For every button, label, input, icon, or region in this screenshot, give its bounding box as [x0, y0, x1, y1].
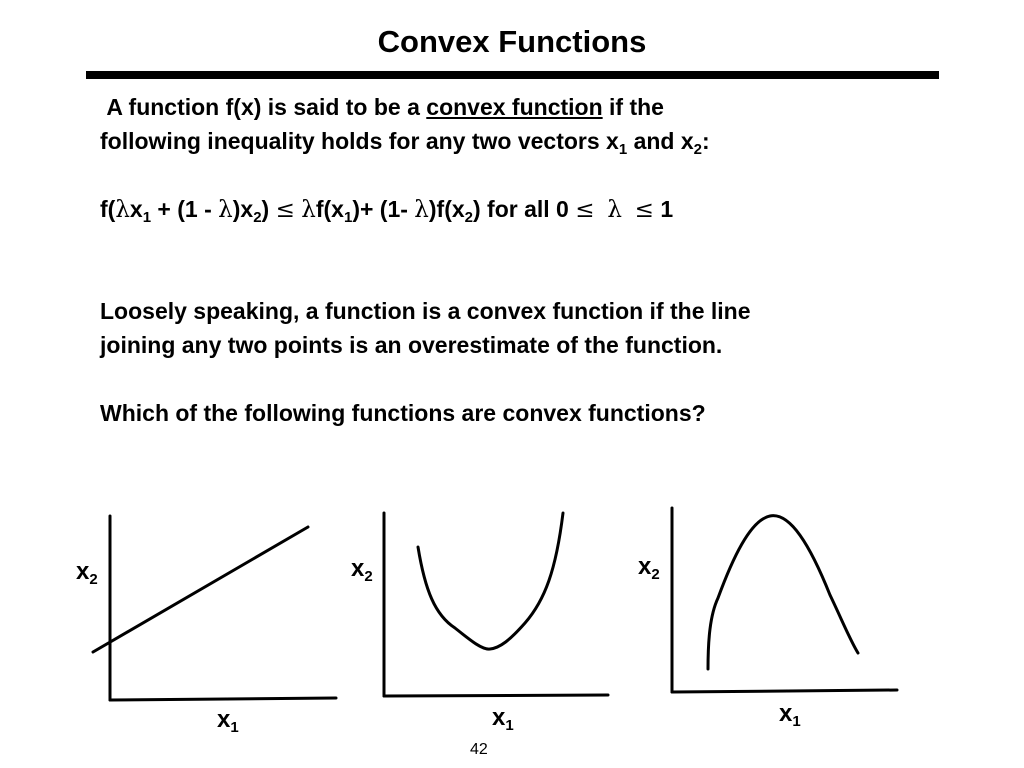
- subscript: 1: [142, 209, 152, 226]
- convex-function-term: convex function: [426, 94, 603, 120]
- graph1-x-label: $x_1$: [217, 706, 239, 736]
- ineq-part: )x: [232, 196, 254, 222]
- lambda-symbol: λ: [301, 197, 316, 223]
- graph2-y-label: $x_2$: [351, 555, 373, 585]
- subscript: 2: [464, 209, 473, 226]
- graph3-curve: [708, 516, 858, 669]
- ineq-part: x: [129, 196, 143, 222]
- graph3-x-label: $x_1$: [779, 700, 801, 730]
- ineq-part: f(x: [315, 196, 344, 222]
- ineq-part: f(: [100, 196, 116, 222]
- less-equal-symbol: ≤: [634, 197, 654, 223]
- graph1-curve: [93, 527, 308, 652]
- intro-line2-mid: and x: [627, 128, 694, 154]
- subscript: 1: [618, 141, 628, 158]
- subscript: 2: [693, 141, 702, 158]
- ineq-part: ) for all 0: [473, 196, 576, 222]
- ineq-part: )+ (1-: [352, 196, 415, 222]
- ineq-part: )f(x: [428, 196, 465, 222]
- question-text: Which of the following functions are convex functions?: [100, 400, 706, 426]
- ineq-part: + (1 -: [151, 196, 219, 222]
- loose-line-1: Loosely speaking, a function is a convex function if the line: [100, 298, 751, 324]
- less-equal-symbol: ≤: [575, 197, 595, 223]
- graph2-x-label: $x_1$: [492, 704, 514, 734]
- graph1-x-axis: [110, 698, 336, 700]
- intro-line2-end: :: [702, 128, 710, 154]
- ineq-part: ): [261, 196, 276, 222]
- graph1-y-label: $x_2$: [76, 558, 98, 588]
- intro-line2-text: following inequality holds for any two vectors x: [100, 128, 619, 154]
- page-number: 42: [470, 741, 488, 758]
- lambda-symbol: λ: [414, 197, 429, 223]
- ineq-part: 1: [653, 196, 674, 222]
- intro-text-before: A function f(x) is said to be a: [106, 94, 427, 120]
- lambda-symbol: λ: [607, 197, 622, 223]
- intro-text-after: if the: [602, 94, 664, 120]
- subscript: 2: [253, 209, 262, 226]
- loose-line-2: joining any two points is an overestimate of the function.: [100, 332, 723, 358]
- graph3-x-axis: [672, 690, 897, 692]
- graph2-curve: [418, 513, 563, 649]
- lambda-symbol: λ: [218, 197, 233, 223]
- graph2-x-axis: [384, 695, 608, 696]
- lambda-symbol: λ: [115, 197, 130, 223]
- graph3-y-label: $x_2$: [638, 553, 660, 583]
- less-equal-symbol: ≤: [275, 197, 295, 223]
- slide-title: Convex Functions: [377, 24, 647, 59]
- subscript: 1: [343, 209, 353, 226]
